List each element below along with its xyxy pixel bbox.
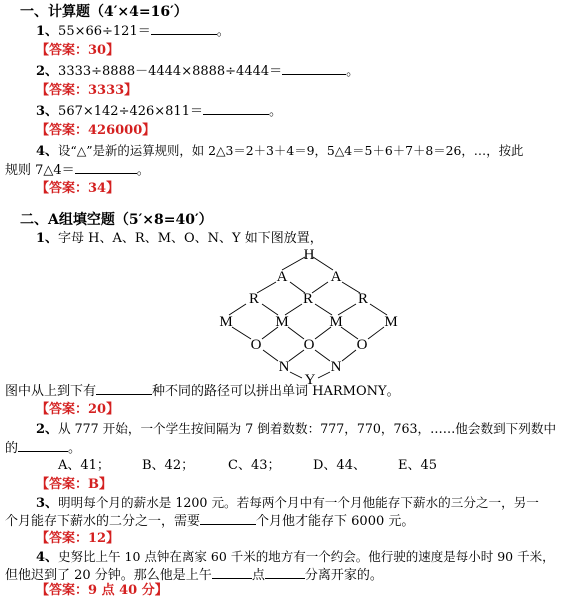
- letter-r: R: [302, 291, 314, 307]
- letter-r: R: [248, 291, 260, 307]
- question-2-3-line2: 个月能存下薪水的二分之一，需要 个月他才能存下 6000 元。: [5, 514, 415, 529]
- answer-blank[interactable]: [200, 512, 256, 525]
- question-2-1-line2: 图中从上到下有 种不同的路径可以拼出单词 HARMONY。: [5, 384, 400, 399]
- question-1-4-line1: 4、设“△”是新的运算规则，如 2△3＝2＋3＋4＝9，5△4＝5＋6＋7＋8＝26，…，按此: [36, 143, 524, 159]
- option-b: B、42；: [142, 458, 195, 473]
- answer-1-4: 【答案：34】: [36, 181, 120, 196]
- section2-title: 二、A组填空题（5′×8=40′）: [20, 212, 213, 228]
- answer-2-2: 【答案：B】: [36, 477, 112, 492]
- question-2-4-line2: 但他迟到了 20 分钟。那么他是上午 点 分离开家的。: [5, 568, 383, 583]
- letter-o: O: [356, 337, 368, 353]
- question-2-1: 1、字母 H、A、R、M、O、N、Y 如下图放置，: [36, 231, 323, 246]
- question-1-2: 2、3333÷8888－4444×8888÷4444＝ 。: [36, 64, 360, 79]
- answer-blank[interactable]: [203, 102, 269, 115]
- question-2-2-line1: 2、从 777 开始，一个学生按间隔为 7 倒着数数：777，770，763，……他会数到下列数中: [36, 421, 557, 437]
- letter-m: M: [384, 314, 398, 330]
- question-1-1: 1、55×66÷121＝ 。: [36, 24, 230, 39]
- question-1-4-line2: 规则 7△4＝ 。: [5, 163, 150, 178]
- question-2-3-line1: 3、明明每个月的薪水是 1200 元。若每两个月中有一个月他能存下薪水的三分之一，另一: [36, 495, 539, 511]
- letter-y: Y: [304, 372, 316, 388]
- diagram-lines: [229, 257, 387, 378]
- answer-blank[interactable]: [151, 22, 217, 35]
- answer-blank[interactable]: [282, 62, 346, 75]
- answer-2-3: 【答案：12】: [36, 531, 120, 546]
- letter-n: N: [278, 359, 290, 375]
- option-c: C、43；: [228, 458, 281, 473]
- section1-title: 一、计算题（4′×4=16′）: [20, 4, 188, 20]
- letter-m: M: [329, 314, 343, 330]
- option-a: A、41；: [58, 458, 110, 473]
- letter-m: M: [275, 314, 289, 330]
- answer-2-4: 【答案：9 点 40 分】: [36, 583, 168, 598]
- answer-blank[interactable]: [75, 161, 137, 174]
- option-d: D、44、: [313, 458, 366, 473]
- harmony-diagram: [0, 246, 586, 388]
- letter-h: H: [303, 247, 315, 263]
- answer-2-1: 【答案：20】: [36, 402, 120, 417]
- minute-blank[interactable]: [265, 566, 305, 579]
- letter-o: O: [303, 337, 315, 353]
- option-e: E、45: [398, 458, 438, 473]
- hour-blank[interactable]: [212, 566, 252, 579]
- answer-1-3: 【答案：426000】: [36, 123, 156, 138]
- letter-n: N: [330, 359, 342, 375]
- question-2-2-line2: 的 。: [5, 441, 82, 456]
- answer-blank[interactable]: [96, 382, 152, 395]
- letter-a: A: [276, 269, 288, 285]
- question-1-3: 3、567×142÷426×811＝ 。: [36, 104, 282, 119]
- answer-blank[interactable]: [18, 439, 68, 452]
- answer-1-2: 【答案：3333】: [36, 83, 138, 98]
- answer-1-1: 【答案：30】: [36, 43, 120, 58]
- question-2-4-line1: 4、史努比上午 10 点钟在离家 60 千米的地方有一个约会。他行驶的速度是每小时 90 千米，: [36, 549, 555, 565]
- letter-a: A: [330, 269, 342, 285]
- letter-m: M: [219, 314, 233, 330]
- letter-r: R: [357, 291, 369, 307]
- letter-o: O: [250, 337, 262, 353]
